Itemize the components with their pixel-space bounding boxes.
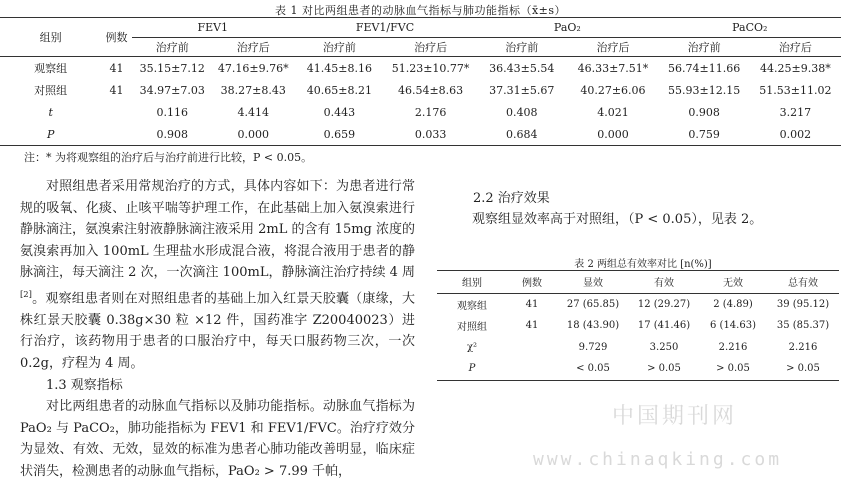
cell: 0.684 <box>476 123 567 146</box>
cell: 51.23±10.77* <box>385 57 476 80</box>
table-row <box>437 293 839 315</box>
watermark-url: www.chinaqking.com <box>533 449 783 470</box>
t1-sub-after: 治疗后 <box>750 38 841 57</box>
row-label: 对照组 <box>34 84 68 97</box>
cell: 0.000 <box>213 123 294 146</box>
t1-header-pao2: PaO₂ <box>476 18 658 38</box>
cell <box>507 337 557 359</box>
cell: 4.414 <box>237 105 270 119</box>
table-row <box>437 337 839 359</box>
t1-sub-before: 治疗前 <box>659 38 750 57</box>
table-row <box>0 123 841 146</box>
section-heading: 1.3 观察指标 <box>46 377 123 393</box>
cell: χ² <box>466 341 478 353</box>
cell: < 0.05 <box>557 358 629 380</box>
cell: 0.759 <box>659 123 750 146</box>
cell: 40.65±8.21 <box>306 83 372 97</box>
cell: 2.176 <box>414 105 447 119</box>
cell: 36.43±5.54 <box>476 57 567 80</box>
cell: 38.27±8.43 <box>220 83 286 97</box>
paragraph-text: 。观察组患者则在对照组患者的基础上加入红景天胶囊（康缘，大株红景天胶囊 0.38g×30 粒 ×12 件，国药准字 Z20040023）进行治疗，该药物用于患者的口服治疗中，每天口服药物三次，一次 0.2g，疗程为 4 周。 <box>20 291 415 372</box>
t2-header: 显效 <box>557 271 629 294</box>
cell: 12 (29.27) <box>637 298 691 310</box>
t1-header-count: 例数 <box>101 18 131 57</box>
cell: 44.25±9.38* <box>750 57 841 80</box>
t2-header: 例数 <box>507 271 557 294</box>
t1-header-paco2: PaCO₂ <box>659 18 841 38</box>
paragraph <box>20 176 415 375</box>
cell: 0.908 <box>132 123 213 146</box>
cell: 47.16±9.76* <box>213 57 294 80</box>
body-left-column <box>20 176 415 483</box>
cell: 56.74±11.66 <box>659 57 750 80</box>
table1 <box>0 17 841 146</box>
table1-caption: 表 1 对比两组患者的动脉血气指标与肺功能指标（x̄±s） <box>274 4 567 17</box>
cell: 39 (95.12) <box>776 298 830 310</box>
t1-header-fev1: FEV1 <box>132 18 294 38</box>
cell: 41.45±8.16 <box>294 57 385 80</box>
table-row <box>0 79 841 101</box>
t1-sub-before: 治疗前 <box>294 38 385 57</box>
watermark-title: 中国期刊网 <box>612 404 738 429</box>
cell: > 0.05 <box>629 358 699 380</box>
row-n: 41 <box>101 57 131 80</box>
cell: 46.54±8.63 <box>397 83 464 97</box>
cell: 3.217 <box>779 105 812 119</box>
paragraph: 对比两组患者的动脉血气指标以及肺功能指标。动脉血气指标为 PaO₂ 与 PaCO₂，肺功能指标为 FEV1 和 FEV1/FVC。治疗疗效分为显效、有效、无效，显效的标准为患者心肺功能改善明显，临床症状消失，检测患者的动脉血气指标，PaO₂ > 7.99 千帕， <box>20 399 415 480</box>
cell: 34.97±7.03 <box>139 83 205 97</box>
cell: 2.216 <box>788 341 818 353</box>
cell: 18 (43.90) <box>566 320 620 332</box>
cell: 3.250 <box>649 341 679 353</box>
cell: 观察组 <box>457 300 487 312</box>
citation: [2] <box>20 288 32 299</box>
table-row <box>437 358 839 380</box>
cell: > 0.05 <box>699 358 767 380</box>
t1-sub-before: 治疗前 <box>476 38 567 57</box>
t1-sub-after: 治疗后 <box>213 38 294 57</box>
cell: 41 <box>525 320 539 332</box>
cell: 2 (4.89) <box>713 298 753 310</box>
paragraph: 观察组显效率高于对照组，（P < 0.05），见表 2。 <box>472 212 763 227</box>
cell: 4.021 <box>597 105 629 119</box>
t2-header: 无效 <box>699 271 767 294</box>
paragraph-text: 对照组患者采用常规治疗的方式，具体内容如下：为患者进行常规的吸氧、化痰、止咳平喘等护理工作，在此基础上加入氨溴索进行静脉滴注，氨溴索注射液静脉滴注液采用 2mL 的含有 15mg 浓度的氨溴索再加入 100mL 生理盐水形成混合液，将混合液用于患者的静脉滴注，每天滴注 2 次，一次滴注 100mL，静脉滴注治疗持续 4 周 <box>20 179 415 281</box>
cell: 0.908 <box>688 105 720 119</box>
cell: 40.27±6.06 <box>580 83 646 97</box>
t1-sub-after: 治疗后 <box>567 38 658 57</box>
cell: 51.53±11.02 <box>759 83 832 97</box>
cell: 55.93±12.15 <box>668 83 741 97</box>
row-label: 观察组 <box>0 57 101 80</box>
cell: 9.729 <box>578 341 608 353</box>
t1-sub-after: 治疗后 <box>385 38 476 57</box>
cell: 27 (65.85) <box>566 298 620 310</box>
row-n <box>101 123 131 146</box>
t2-header: 组别 <box>437 271 507 294</box>
t1-sub-before: 治疗前 <box>132 38 213 57</box>
cell: 2.216 <box>718 341 748 353</box>
cell: > 0.05 <box>767 358 839 380</box>
cell: 0.116 <box>156 105 188 119</box>
t2-header: 有效 <box>629 271 699 294</box>
cell: 41 <box>525 298 539 310</box>
cell: 46.33±7.51* <box>567 57 658 80</box>
cell: 6 (14.63) <box>710 320 756 332</box>
cell: 0.002 <box>750 123 841 146</box>
cell: 对照组 <box>457 322 487 334</box>
table1-note: 注：* 为将观察组的治疗后与治疗前进行比较，P < 0.05。 <box>24 151 313 164</box>
cell: 17 (41.46) <box>637 320 691 332</box>
cell: 37.31±5.67 <box>489 83 555 97</box>
cell: 35.15±7.12 <box>132 57 213 80</box>
table-row <box>0 101 841 123</box>
t2-header: 总有效 <box>767 271 839 294</box>
table2 <box>437 270 839 381</box>
cell: 0.443 <box>323 105 356 119</box>
cell: 0.000 <box>567 123 658 146</box>
cell: P <box>437 358 507 380</box>
row-n: 41 <box>109 83 124 97</box>
table2-caption: 表 2 两组总有效率对比 [n(%)] <box>574 259 712 270</box>
cell: 35 (85.37) <box>776 320 830 332</box>
table-row <box>437 315 839 337</box>
row-label: P <box>0 123 101 146</box>
row-label: t <box>48 105 53 119</box>
cell: 0.659 <box>294 123 385 146</box>
section-heading: 2.2 治疗效果 <box>473 191 550 206</box>
cell: 0.033 <box>385 123 476 146</box>
table-row <box>0 57 841 80</box>
cell: 0.408 <box>506 105 538 119</box>
cell <box>507 358 557 380</box>
t1-header-fev1fvc: FEV1/FVC <box>294 18 476 38</box>
row-n <box>101 101 131 123</box>
t1-header-group: 组别 <box>0 18 101 57</box>
